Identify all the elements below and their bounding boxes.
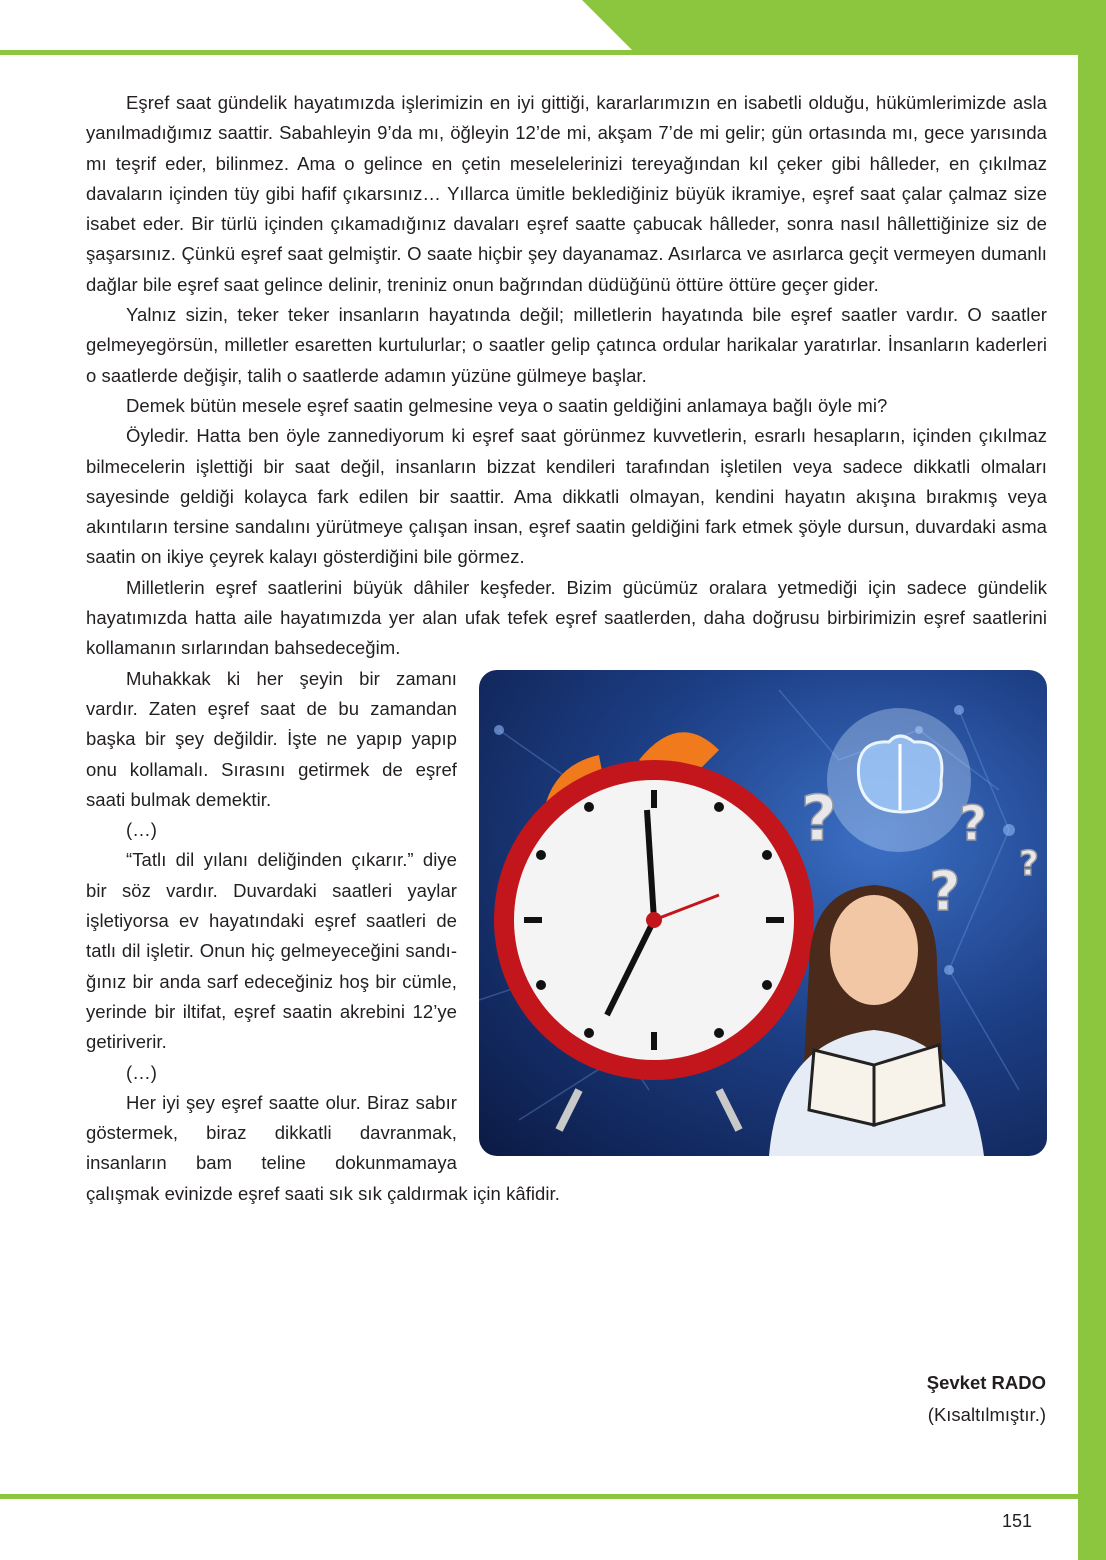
question-mark-icon: ?: [959, 795, 987, 852]
alarm-clock-icon: [494, 732, 814, 1130]
top-green-tab: [582, 0, 1106, 55]
abridged-note: (Kısaltılmıştır.): [927, 1404, 1046, 1425]
paragraph-2: Yalnız sizin, teker teker insanların hayatında değil; milletlerin hayatında bile eşref saatler vardır. O saatler gelmeyegörsün, milletler esaretten kurtulurlar; o saatler gelip çatınca ordular harikalar yaratırlar. İnsanların kaderleri o saatlerde değişir, talih o saatlerde adamın yüzüne gülmeye başlar.: [86, 304, 1047, 386]
alarm-clock-girl-illustration: [479, 670, 1047, 1156]
paragraph-3: Demek bütün mesele eşref saatin gelmesine veya o saatin geldiğini anlamaya bağlı öyle mi?: [126, 394, 888, 416]
author-name: Şevket RADO: [926, 1372, 1046, 1393]
paragraph-7: (…): [126, 819, 157, 841]
paragraph-4: Öyledir. Hatta ben öyle zannediyorum ki eşref saat görünmez kuvvetlerin, esrarlı hesapların, içinden çıkılmaz bilmecelerin işlettiği bir saat değil, insanların bizzat kendileri tarafından işletilen veya sadece dikkatli olmaları sayesinde geldiği kolayca fark edilen bir saattir. Ama dikkatli olmayan, kendini hayatın akışına bırakmış veya akıntıların tersine sandalını yürütmeye çalışan insan, eşref saatin geldiğini fark etmek şöyle dursun, duvardaki asma saatin on ikiye çeyrek kalayı gösterdiğini bile görmez.: [86, 425, 1047, 568]
paragraph-1: Eşref saat gündelik hayatımızda işlerimizin en iyi gittiği, kararlarımızın en isabetli olduğu, hükümlerimizde asla yanılmadığımız saattir. Sabahleyin 9’da mı, öğleyin 12’de mi, akşam 7’de mi gelir; gün ortasında mı, gece yarısında mı teşrif eder, bilinmez. Ama o gelince en çetin meselelerinizi tereyağından kıl çeker gibi hâlleder, en çıkılmaz davaların içinden tüy gibi hafif çıkarsınız… Yıllarca ümitle beklediğiniz büyük ikramiye, eşref saat çalar çalmaz size isabet eder. Bir türlü içinden çıkamadığınız davaları eşref saatte çabucak hâlleder, sonra nasıl hâllettiğinize siz de şaşarsınız. Çünkü eşref saat gelmiştir. O saate hiçbir şey dayanamaz. Asırlarca ve asırlarca geçit vermeyen dumanlı dağlar bile eşref saat gelince delinir, treniniz onun bağrından düdüğünü öttüre öttüre geçer gider.: [86, 92, 1047, 295]
paragraph-10: Her iyi şey eşref saatte olur. Biraz sabır göstermek, biraz dikkatli davranmak, insanların bam teline dokunmamaya çalışmak evinizde eşref saati sık sık çaldırmak için kâfidir.: [86, 1091, 560, 1204]
question-mark-icon: ?: [929, 859, 961, 923]
paragraph-9: (…): [126, 1061, 157, 1083]
article-body: [86, 88, 1047, 1209]
question-mark-icon: ?: [1019, 843, 1039, 884]
bottom-green-rule: [0, 1494, 1078, 1499]
paragraph-5: Milletlerin eşref saatlerini büyük dâhiler keşfeder. Bizim gücümüz oralara yetmediği için sadece gündelik hayatımızda hatta aile hayatımızda yer alan ufak tefek eşref saatlerden, daha doğrusu birbirimizin eşref saatlerini kollamanın sırlarından bahsedeceğim.: [86, 576, 1047, 659]
brain-icon: [858, 736, 942, 812]
page-number: 151: [999, 1508, 1035, 1534]
right-green-bar: [1078, 50, 1106, 1560]
paragraph-8: “Tatlı dil yılanı deliğinden çıkarır.” diye bir söz vardır. Duvardaki saatleri yaylar işletiyorsa ev hayatındaki eşref saatleri de tatlı dil işletir. Onun hiç gelmeyeceğini sandığınız bir anda sarf edeceğiniz hoş bir cümle, yerinde bir iltifat, eşref saatin akrebini 12’ye getiriverir.: [86, 849, 457, 1053]
paragraph-6: Muhakkak ki her şeyin bir zamanı vardır. Zaten eşref saat de bu zamandan başka bir şey değildir. İşte ne yapıp yapıp onu kollamalı. Sırasını getirmek de eşref saati bulmak demektir.: [86, 667, 457, 810]
question-mark-icon: ?: [801, 781, 838, 855]
top-green-rule: [0, 50, 1078, 55]
